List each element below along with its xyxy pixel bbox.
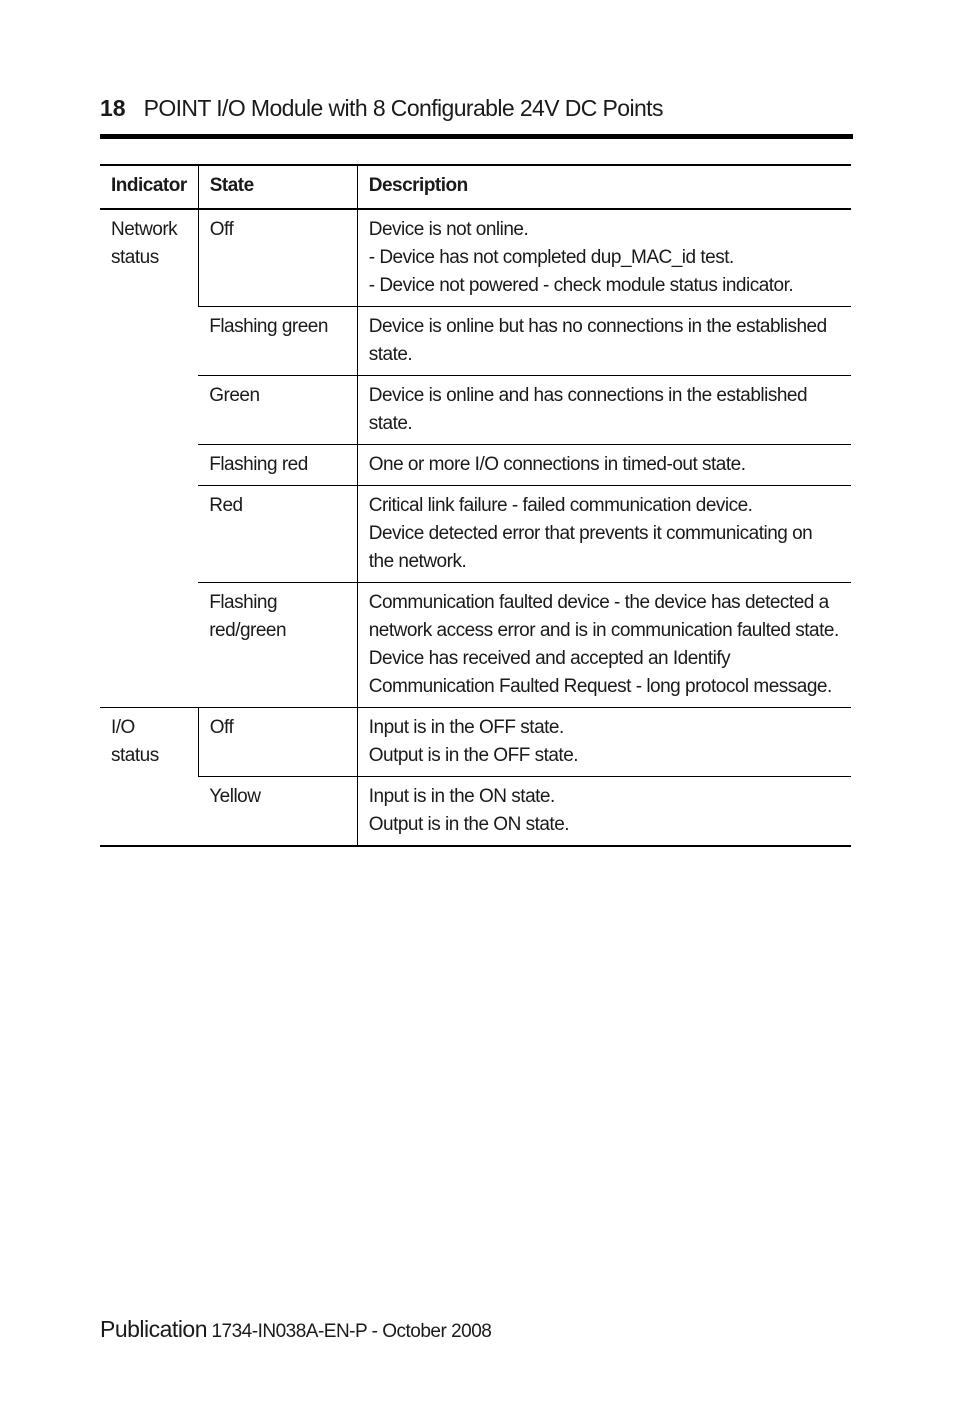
page-footer [100,1316,491,1343]
table-row [100,486,851,583]
table-body [100,209,851,846]
description-cell [357,445,851,486]
state-cell: Yellow [209,786,261,807]
description-line: Device is not online. [368,219,529,240]
table-row [100,445,851,486]
page-header [100,93,853,123]
indicator-cell: Network status [100,209,198,708]
column-header-description: Description [357,165,851,209]
description-line: One or more I/O connections in timed-out state. [368,454,746,475]
table-row [100,708,851,777]
state-cell: Red [209,495,243,516]
description-line: Input is in the ON state. [368,786,555,807]
description-line: Communication faulted device - the device has detected a network access error and is in communication faulted state. [368,592,839,641]
description-cell [357,583,851,708]
state-cell: Green [209,385,260,406]
state-cell: Flashing red [209,454,308,475]
description-line: - Device has not completed dup_MAC_id test. [368,247,734,268]
description-line: Device detected error that prevents it communicating on the network. [368,523,813,572]
description-line: - Device not powered - check module status indicator. [368,275,794,296]
description-line: Input is in the OFF state. [368,717,564,738]
state-cell: Flashing red/green [209,592,287,641]
column-header-indicator: Indicator [111,175,187,196]
page-title: POINT I/O Module with 8 Configurable 24V DC Points [143,95,663,121]
header-rule [100,134,853,139]
state-cell: Off [198,209,357,307]
footer-label: Publication [100,1316,208,1342]
publication-number: 1734-IN038A-EN-P - October 2008 [211,1321,492,1342]
column-header-state: State [198,165,357,209]
description-cell [357,307,851,376]
description-line: Device is online and has connections in the established state. [368,385,808,434]
description-cell [357,209,851,307]
state-cell: Off [198,708,357,777]
description-line: Device is online but has no connections in the established state. [368,316,827,365]
description-cell [357,708,851,777]
description-line: Device has received and accepted an Identify Communication Faulted Request - long protocol message. [368,648,832,697]
description-line: Critical link failure - failed communication device. [368,495,753,516]
description-line: Output is in the ON state. [368,814,570,835]
table-row [100,777,851,847]
table-header-row [100,165,851,209]
description-cell [357,777,851,847]
table-row [100,376,851,445]
table-row [100,209,851,307]
indicator-cell: I/O status [100,708,198,847]
table-row [100,307,851,376]
table-row [100,583,851,708]
page-number: 18 [100,95,126,121]
state-cell: Flashing green [209,316,328,337]
description-cell [357,486,851,583]
status-indicator-table [100,164,851,847]
description-line: Output is in the OFF state. [368,745,579,766]
description-cell [357,376,851,445]
